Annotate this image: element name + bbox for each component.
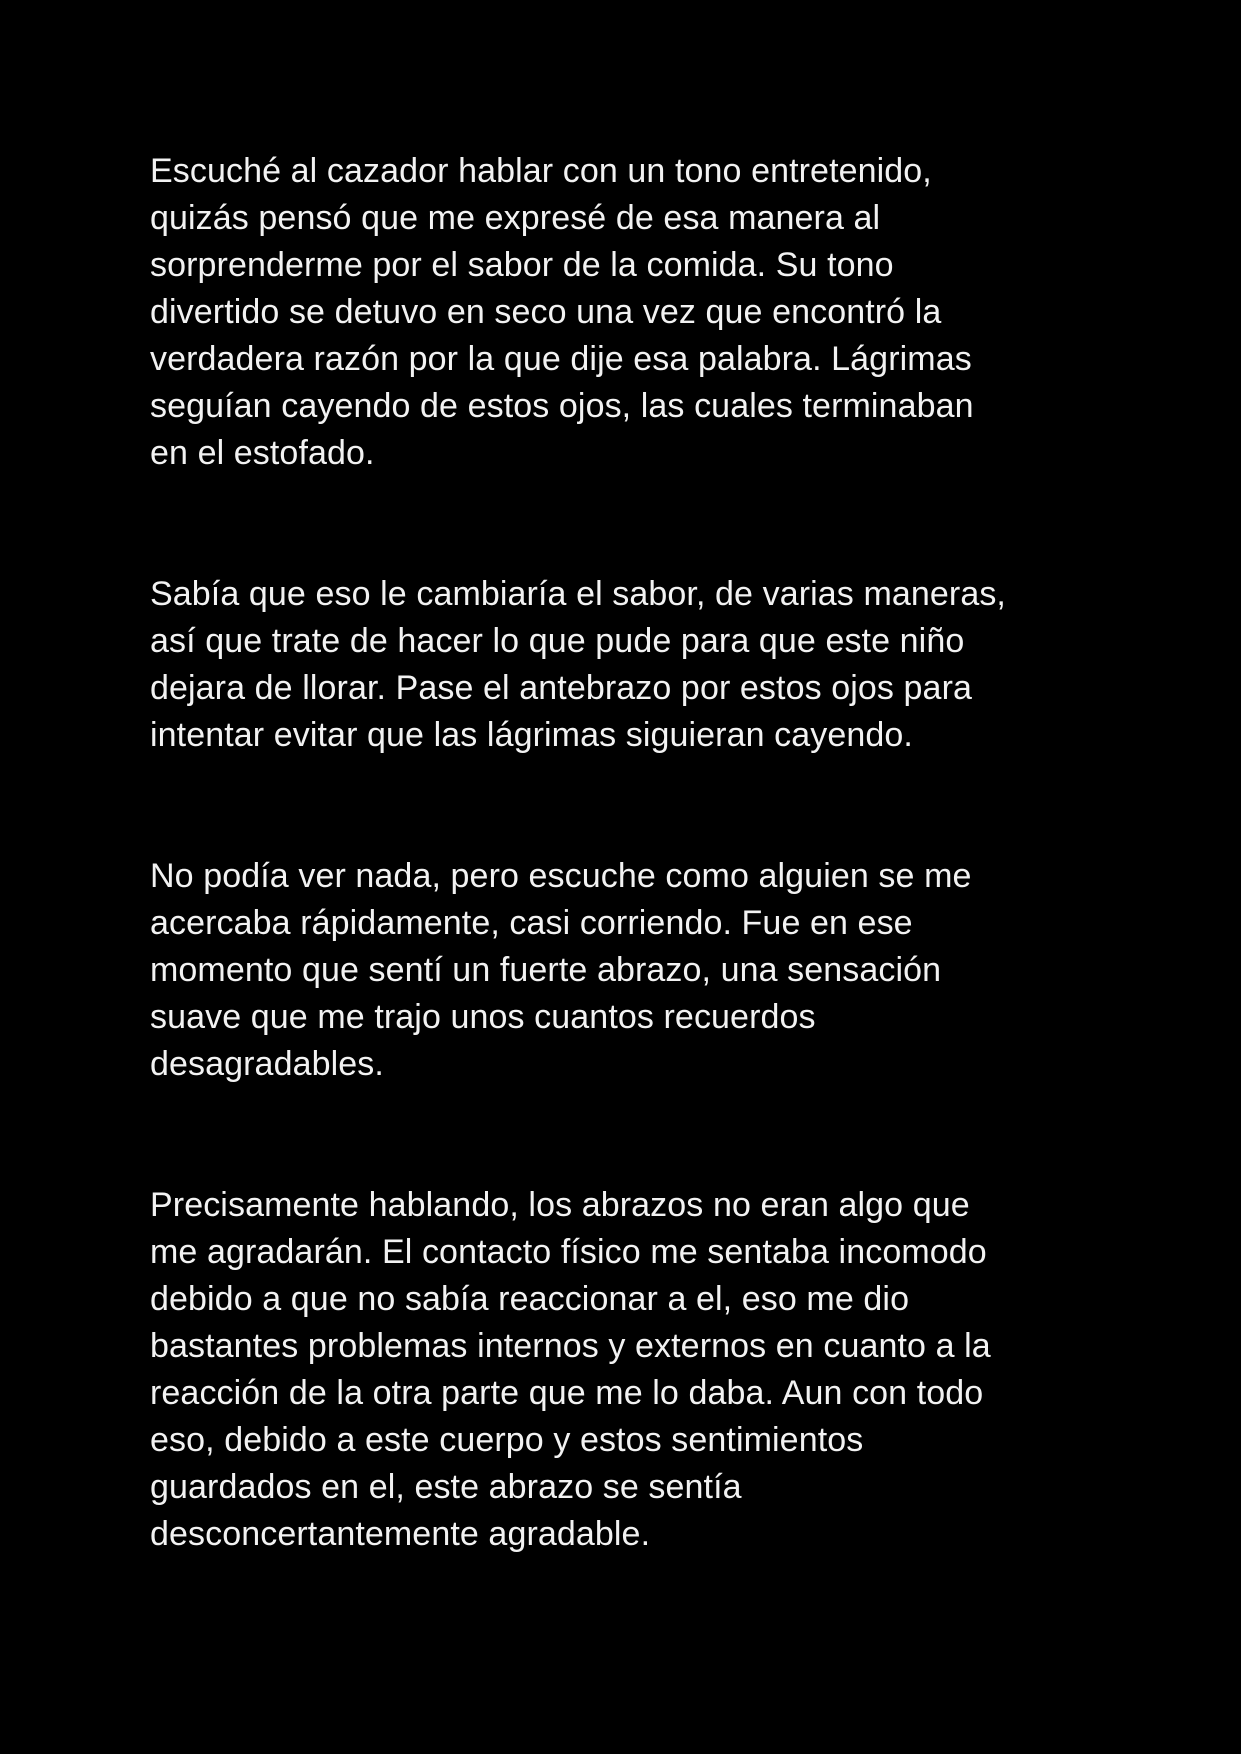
paragraph-3 (150, 853, 1090, 1088)
text-line: momento que sentí un fuerte abrazo, una sensación (150, 951, 942, 989)
text-line: Sabía que eso le cambiaría el sabor, de varias maneras, (150, 575, 1006, 613)
text-line: seguían cayendo de estos ojos, las cuales terminaban (150, 387, 974, 425)
text-line: No podía ver nada, pero escuche como alguien se me (150, 857, 972, 895)
paragraph-2 (150, 571, 1090, 759)
text-column (150, 148, 1090, 1558)
text-line: intentar evitar que las lágrimas siguieran cayendo. (150, 716, 913, 754)
text-line: suave que me trajo unos cuantos recuerdos (150, 998, 816, 1036)
text-line: en el estofado. (150, 434, 375, 472)
text-line: eso, debido a este cuerpo y estos sentimientos (150, 1421, 864, 1459)
text-line: desconcertantemente agradable. (150, 1515, 651, 1553)
text-line: guardados en el, este abrazo se sentía (150, 1468, 742, 1506)
text-line: así que trate de hacer lo que pude para que este niño (150, 622, 965, 660)
text-line: reacción de la otra parte que me lo daba. Aun con todo (150, 1374, 984, 1412)
text-line: me agradarán. El contacto físico me sentaba incomodo (150, 1233, 987, 1271)
text-line: dejara de llorar. Pase el antebrazo por estos ojos para (150, 669, 972, 707)
text-line: Precisamente hablando, los abrazos no eran algo que (150, 1186, 970, 1224)
text-line: verdadera razón por la que dije esa palabra. Lágrimas (150, 340, 972, 378)
text-line: divertido se detuvo en seco una vez que encontró la (150, 293, 942, 331)
text-line: quizás pensó que me expresé de esa manera al (150, 199, 881, 237)
text-line: debido a que no sabía reaccionar a el, eso me dio (150, 1280, 910, 1318)
paragraph-1 (150, 148, 1090, 477)
text-line: Escuché al cazador hablar con un tono entretenido, (150, 152, 932, 190)
text-line: sorprenderme por el sabor de la comida. Su tono (150, 246, 894, 284)
text-line: desagradables. (150, 1045, 384, 1083)
text-line: bastantes problemas internos y externos en cuanto a la (150, 1327, 991, 1365)
paragraph-4 (150, 1182, 1090, 1558)
text-line: acercaba rápidamente, casi corriendo. Fue en ese (150, 904, 913, 942)
